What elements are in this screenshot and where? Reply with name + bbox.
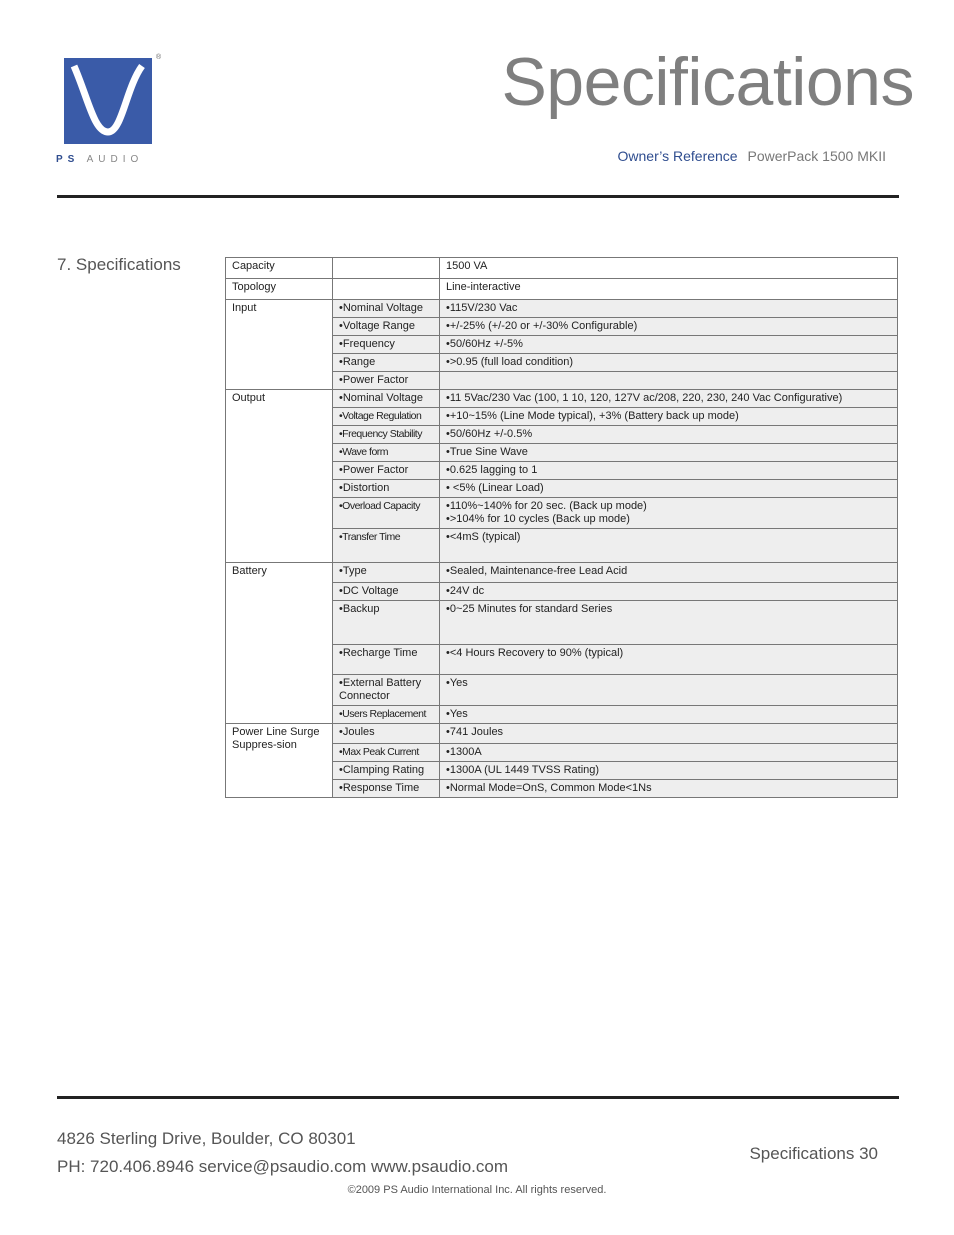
spec-value-line: •0~25 Minutes for standard Series (446, 603, 613, 615)
spec-value-line: •115V/230 Vac (446, 302, 518, 314)
spec-value (440, 480, 898, 498)
spec-value (440, 675, 898, 706)
spec-value (440, 318, 898, 336)
table-row (226, 258, 898, 279)
spec-item: •Voltage Range (333, 318, 440, 336)
spec-value (440, 462, 898, 480)
spec-value (440, 426, 898, 444)
spec-value-line: •>104% for 10 cycles (Back up mode) (446, 513, 630, 525)
spec-value-line: •Yes (446, 708, 468, 720)
spec-value (440, 706, 898, 724)
spec-value-line: •<4 Hours Recovery to 90% (typical) (446, 647, 624, 659)
spec-item: •Wave form (333, 444, 440, 462)
copyright: ©2009 PS Audio International Inc. All rights reserved. (347, 1184, 607, 1196)
brand-wordmark (56, 154, 143, 165)
spec-category: Topology (226, 279, 333, 300)
spec-value-line: •+/-25% (+/-20 or +/-30% Configurable) (446, 320, 638, 332)
spec-value-line: • <5% (Linear Load) (446, 482, 544, 494)
spec-item: •Range (333, 354, 440, 372)
table-row (226, 300, 898, 318)
spec-value-line: •<4mS (typical) (446, 531, 521, 543)
table-row (226, 724, 898, 744)
owners-reference-label: Owner’s Reference (617, 148, 738, 164)
specifications-table (225, 257, 898, 798)
spec-value (440, 390, 898, 408)
spec-value (440, 444, 898, 462)
spec-item: •Overload Capacity (333, 498, 440, 529)
footer-address: 4826 Sterling Drive, Boulder, CO 80301 (57, 1129, 356, 1148)
spec-item: •Joules (333, 724, 440, 744)
spec-value (440, 258, 898, 279)
spec-value-line: •Normal Mode=OnS, Common Mode<1Ns (446, 782, 652, 794)
footer-contact: PH: 720.406.8946 service@psaudio.com www.psaudio.com (57, 1157, 508, 1176)
spec-value (440, 300, 898, 318)
header-divider (57, 195, 899, 198)
section-title: 7. Specifications (57, 255, 181, 274)
spec-item: •Transfer Time (333, 529, 440, 563)
spec-value-line: •1300A (446, 746, 482, 758)
spec-value-line: •11 5Vac/230 Vac (100, 1 10, 120, 127V ac/208, 220, 230, 240 Vac Configurative) (446, 392, 843, 404)
spec-value (440, 408, 898, 426)
page-number: Specifications 30 (749, 1144, 878, 1163)
spec-value-line: Line-interactive (446, 281, 521, 293)
spec-category: Output (226, 390, 333, 563)
spec-item: •Frequency (333, 336, 440, 354)
spec-item: •Voltage Regulation (333, 408, 440, 426)
spec-value (440, 780, 898, 798)
footer-divider (57, 1096, 899, 1099)
footer-contact-block (57, 1125, 508, 1181)
spec-item: •DC Voltage (333, 583, 440, 601)
spec-item: •Type (333, 563, 440, 583)
spec-category: Power Line Surge Suppres-sion (226, 724, 333, 798)
spec-value (440, 354, 898, 372)
spec-value-line: •0.625 lagging to 1 (446, 464, 538, 476)
spec-item: •Users Replacement (333, 706, 440, 724)
spec-item: •Power Factor (333, 372, 440, 390)
spec-value-line: •Yes (446, 677, 468, 689)
spec-value-line: •24V dc (446, 585, 485, 597)
spec-item (333, 258, 440, 279)
spec-value (440, 498, 898, 529)
spec-category: Input (226, 300, 333, 390)
spec-value (440, 279, 898, 300)
registered-mark: ® (156, 54, 162, 61)
spec-value-line: •741 Joules (446, 726, 504, 738)
spec-item: •Max Peak Current (333, 744, 440, 762)
spec-item: •Recharge Time (333, 645, 440, 675)
spec-item: •Backup (333, 601, 440, 645)
spec-item: •Distortion (333, 480, 440, 498)
spec-value-line: •1300A (UL 1449 TVSS Rating) (446, 764, 600, 776)
spec-value-line: •50/60Hz +/-0.5% (446, 428, 533, 440)
spec-value (440, 744, 898, 762)
table-row (226, 390, 898, 408)
spec-item: •Nominal Voltage (333, 300, 440, 318)
spec-value (440, 563, 898, 583)
table-row (226, 563, 898, 583)
page-title: Specifications (501, 44, 914, 120)
spec-category: Battery (226, 563, 333, 724)
spec-value (440, 336, 898, 354)
spec-value-line: •+10~15% (Line Mode typical), +3% (Battery back up mode) (446, 410, 739, 422)
spec-value-line: •110%~140% for 20 sec. (Back up mode) (446, 500, 647, 512)
ps-audio-logo (56, 54, 160, 166)
spec-item: •Nominal Voltage (333, 390, 440, 408)
spec-value (440, 601, 898, 645)
spec-value-line: 1500 VA (446, 260, 488, 272)
document-subheading (618, 148, 887, 164)
spec-value (440, 372, 898, 390)
spec-value-line: •50/60Hz +/-5% (446, 338, 523, 350)
spec-value (440, 529, 898, 563)
spec-item: •Power Factor (333, 462, 440, 480)
brand-name-light: AUDIO (86, 154, 144, 165)
spec-value (440, 762, 898, 780)
table-row (226, 279, 898, 300)
spec-category: Capacity (226, 258, 333, 279)
spec-value (440, 645, 898, 675)
product-model: PowerPack 1500 MKII (747, 148, 886, 164)
ps-audio-wave-logo-icon (64, 58, 152, 144)
spec-value (440, 583, 898, 601)
spec-value-line: •True Sine Wave (446, 446, 528, 458)
spec-item: •Frequency Stability (333, 426, 440, 444)
spec-item: •Clamping Rating (333, 762, 440, 780)
spec-value-line: •>0.95 (full load condition) (446, 356, 574, 368)
spec-value-line: •Sealed, Maintenance-free Lead Acid (446, 565, 628, 577)
spec-value (440, 724, 898, 744)
brand-name-bold: PS (56, 154, 80, 165)
spec-item: •Response Time (333, 780, 440, 798)
spec-item: •External Battery Connector (333, 675, 440, 706)
spec-item (333, 279, 440, 300)
